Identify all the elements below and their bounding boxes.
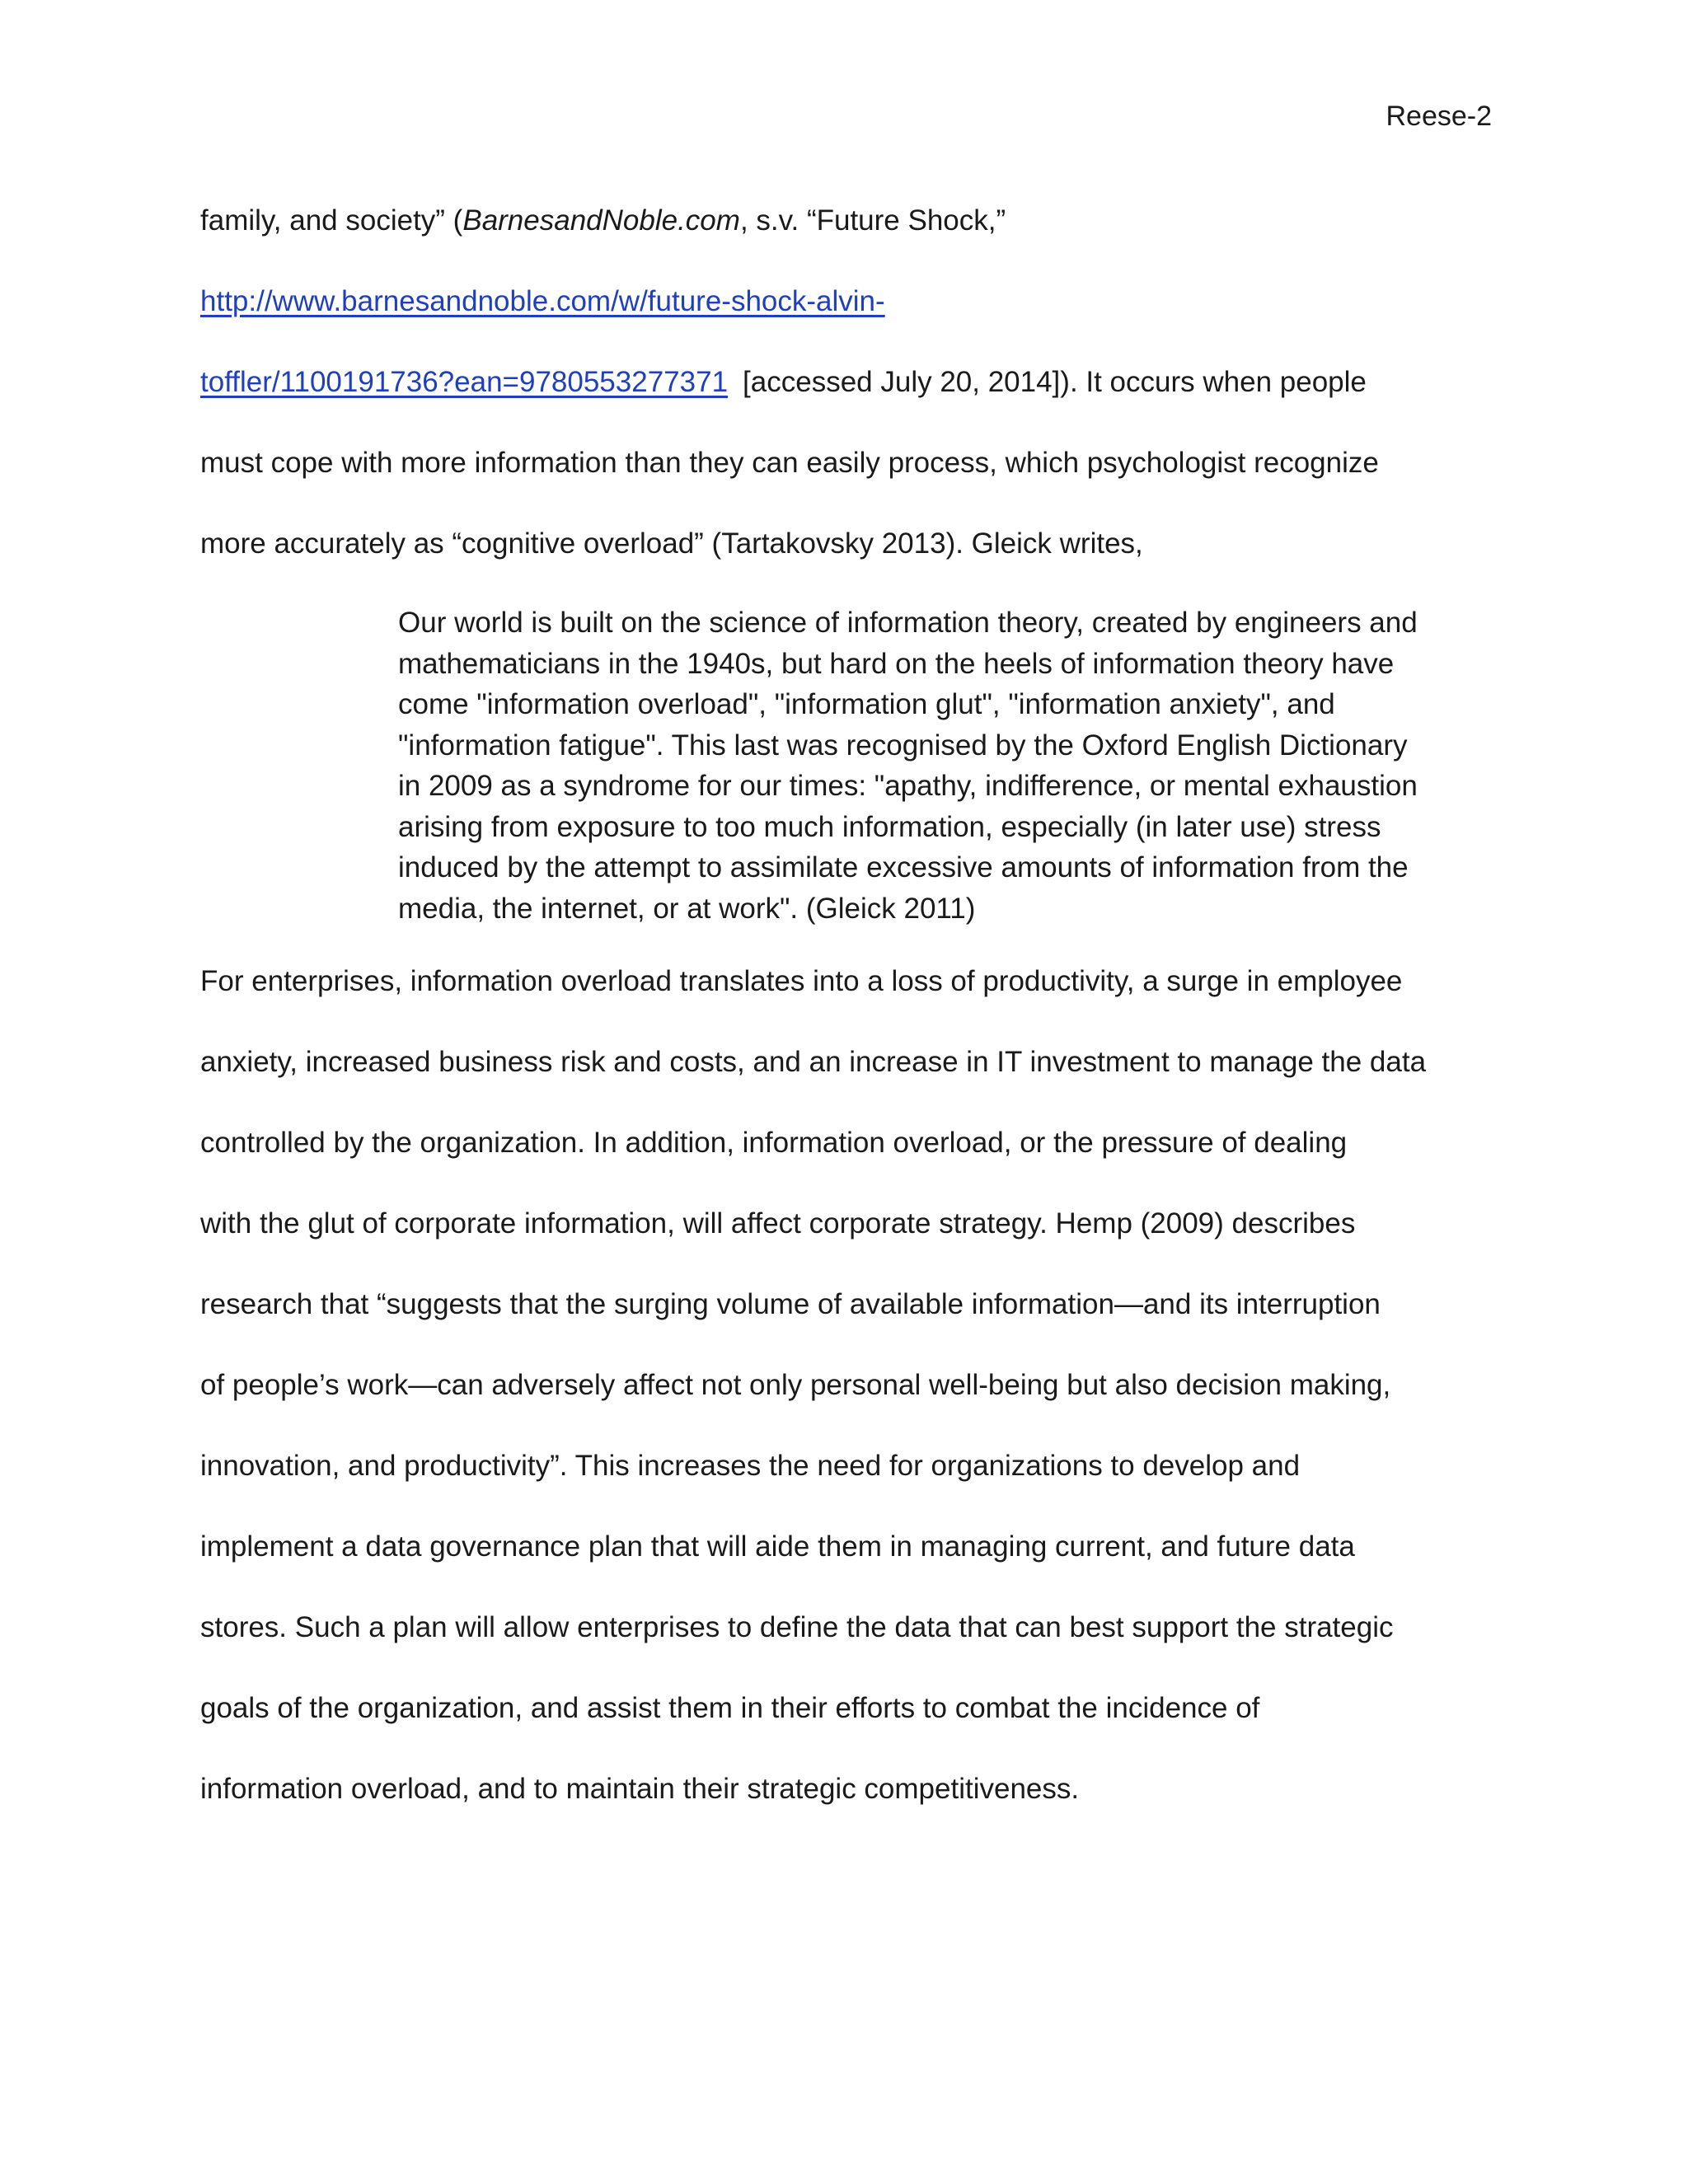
text-line: innovation, and productivity”. This increases the need for organizations to develop and xyxy=(200,1450,1301,1482)
text-line xyxy=(200,342,1503,423)
text-line: For enterprises, information overload translates into a loss of productivity, a surge in employee xyxy=(200,965,1403,997)
paragraph-bottom xyxy=(200,941,1503,1830)
text-segment: , s.v. “Future Shock,” xyxy=(739,204,1006,237)
quote-line: media, the internet, or at work". (Gleick 2011) xyxy=(398,892,976,925)
text-segment: family, and society” ( xyxy=(200,204,463,237)
text-segment: [accessed July 20, 2014]). It occurs when people xyxy=(743,366,1367,398)
url-link-part-1[interactable]: http://www.barnesandnoble.com/w/future-shock-alvin- xyxy=(200,285,885,317)
text-line: more accurately as “cognitive overload” (Tartakovsky 2013). Gleick writes, xyxy=(200,527,1143,560)
block-quote xyxy=(398,602,1503,929)
text-line: with the glut of corporate information, will affect corporate strategy. Hemp (2009) describes xyxy=(200,1207,1356,1240)
quote-line: Our world is built on the science of information theory, created by engineers and xyxy=(398,607,1418,639)
text-line: of people’s work—can adversely affect not only personal well-being but also decision making, xyxy=(200,1369,1391,1401)
italic-source-title: BarnesandNoble.com xyxy=(462,204,740,237)
quote-line: induced by the attempt to assimilate excessive amounts of information from the xyxy=(398,851,1409,883)
quote-line: mathematicians in the 1940s, but hard on the heels of information theory have xyxy=(398,647,1395,680)
quote-line: "information fatigue". This last was recognised by the Oxford English Dictionary xyxy=(398,729,1408,762)
quote-line: come "information overload", "information glut", "information anxiety", and xyxy=(398,688,1335,720)
text-line xyxy=(200,180,1503,261)
text-line: must cope with more information than they can easily process, which psychologist recognize xyxy=(200,447,1379,479)
text-line: information overload, and to maintain their strategic competitiveness. xyxy=(200,1773,1080,1805)
paragraph-top xyxy=(200,180,1503,584)
page-header-label: Reese-2 xyxy=(1386,101,1492,132)
quote-line: in 2009 as a syndrome for our times: "apathy, indifference, or mental exhaustion xyxy=(398,770,1418,802)
text-line: implement a data governance plan that will aide them in managing current, and future data xyxy=(200,1530,1355,1563)
text-line: research that “suggests that the surging volume of available information—and its interruption xyxy=(200,1288,1381,1320)
text-line xyxy=(200,261,1503,342)
quote-line: arising from exposure to too much information, especially (in later use) stress xyxy=(398,810,1381,843)
text-line: goals of the organization, and assist them in their efforts to combat the incidence of xyxy=(200,1692,1260,1724)
url-link-part-2[interactable]: toffler/1100191736?ean=9780553277371 xyxy=(200,366,729,398)
text-line: controlled by the organization. In addition, information overload, or the pressure of dealing xyxy=(200,1127,1348,1159)
text-line: stores. Such a plan will allow enterprises to define the data that can best support the strategic xyxy=(200,1611,1394,1643)
text-line: anxiety, increased business risk and costs, and an increase in IT investment to manage the data xyxy=(200,1046,1427,1078)
